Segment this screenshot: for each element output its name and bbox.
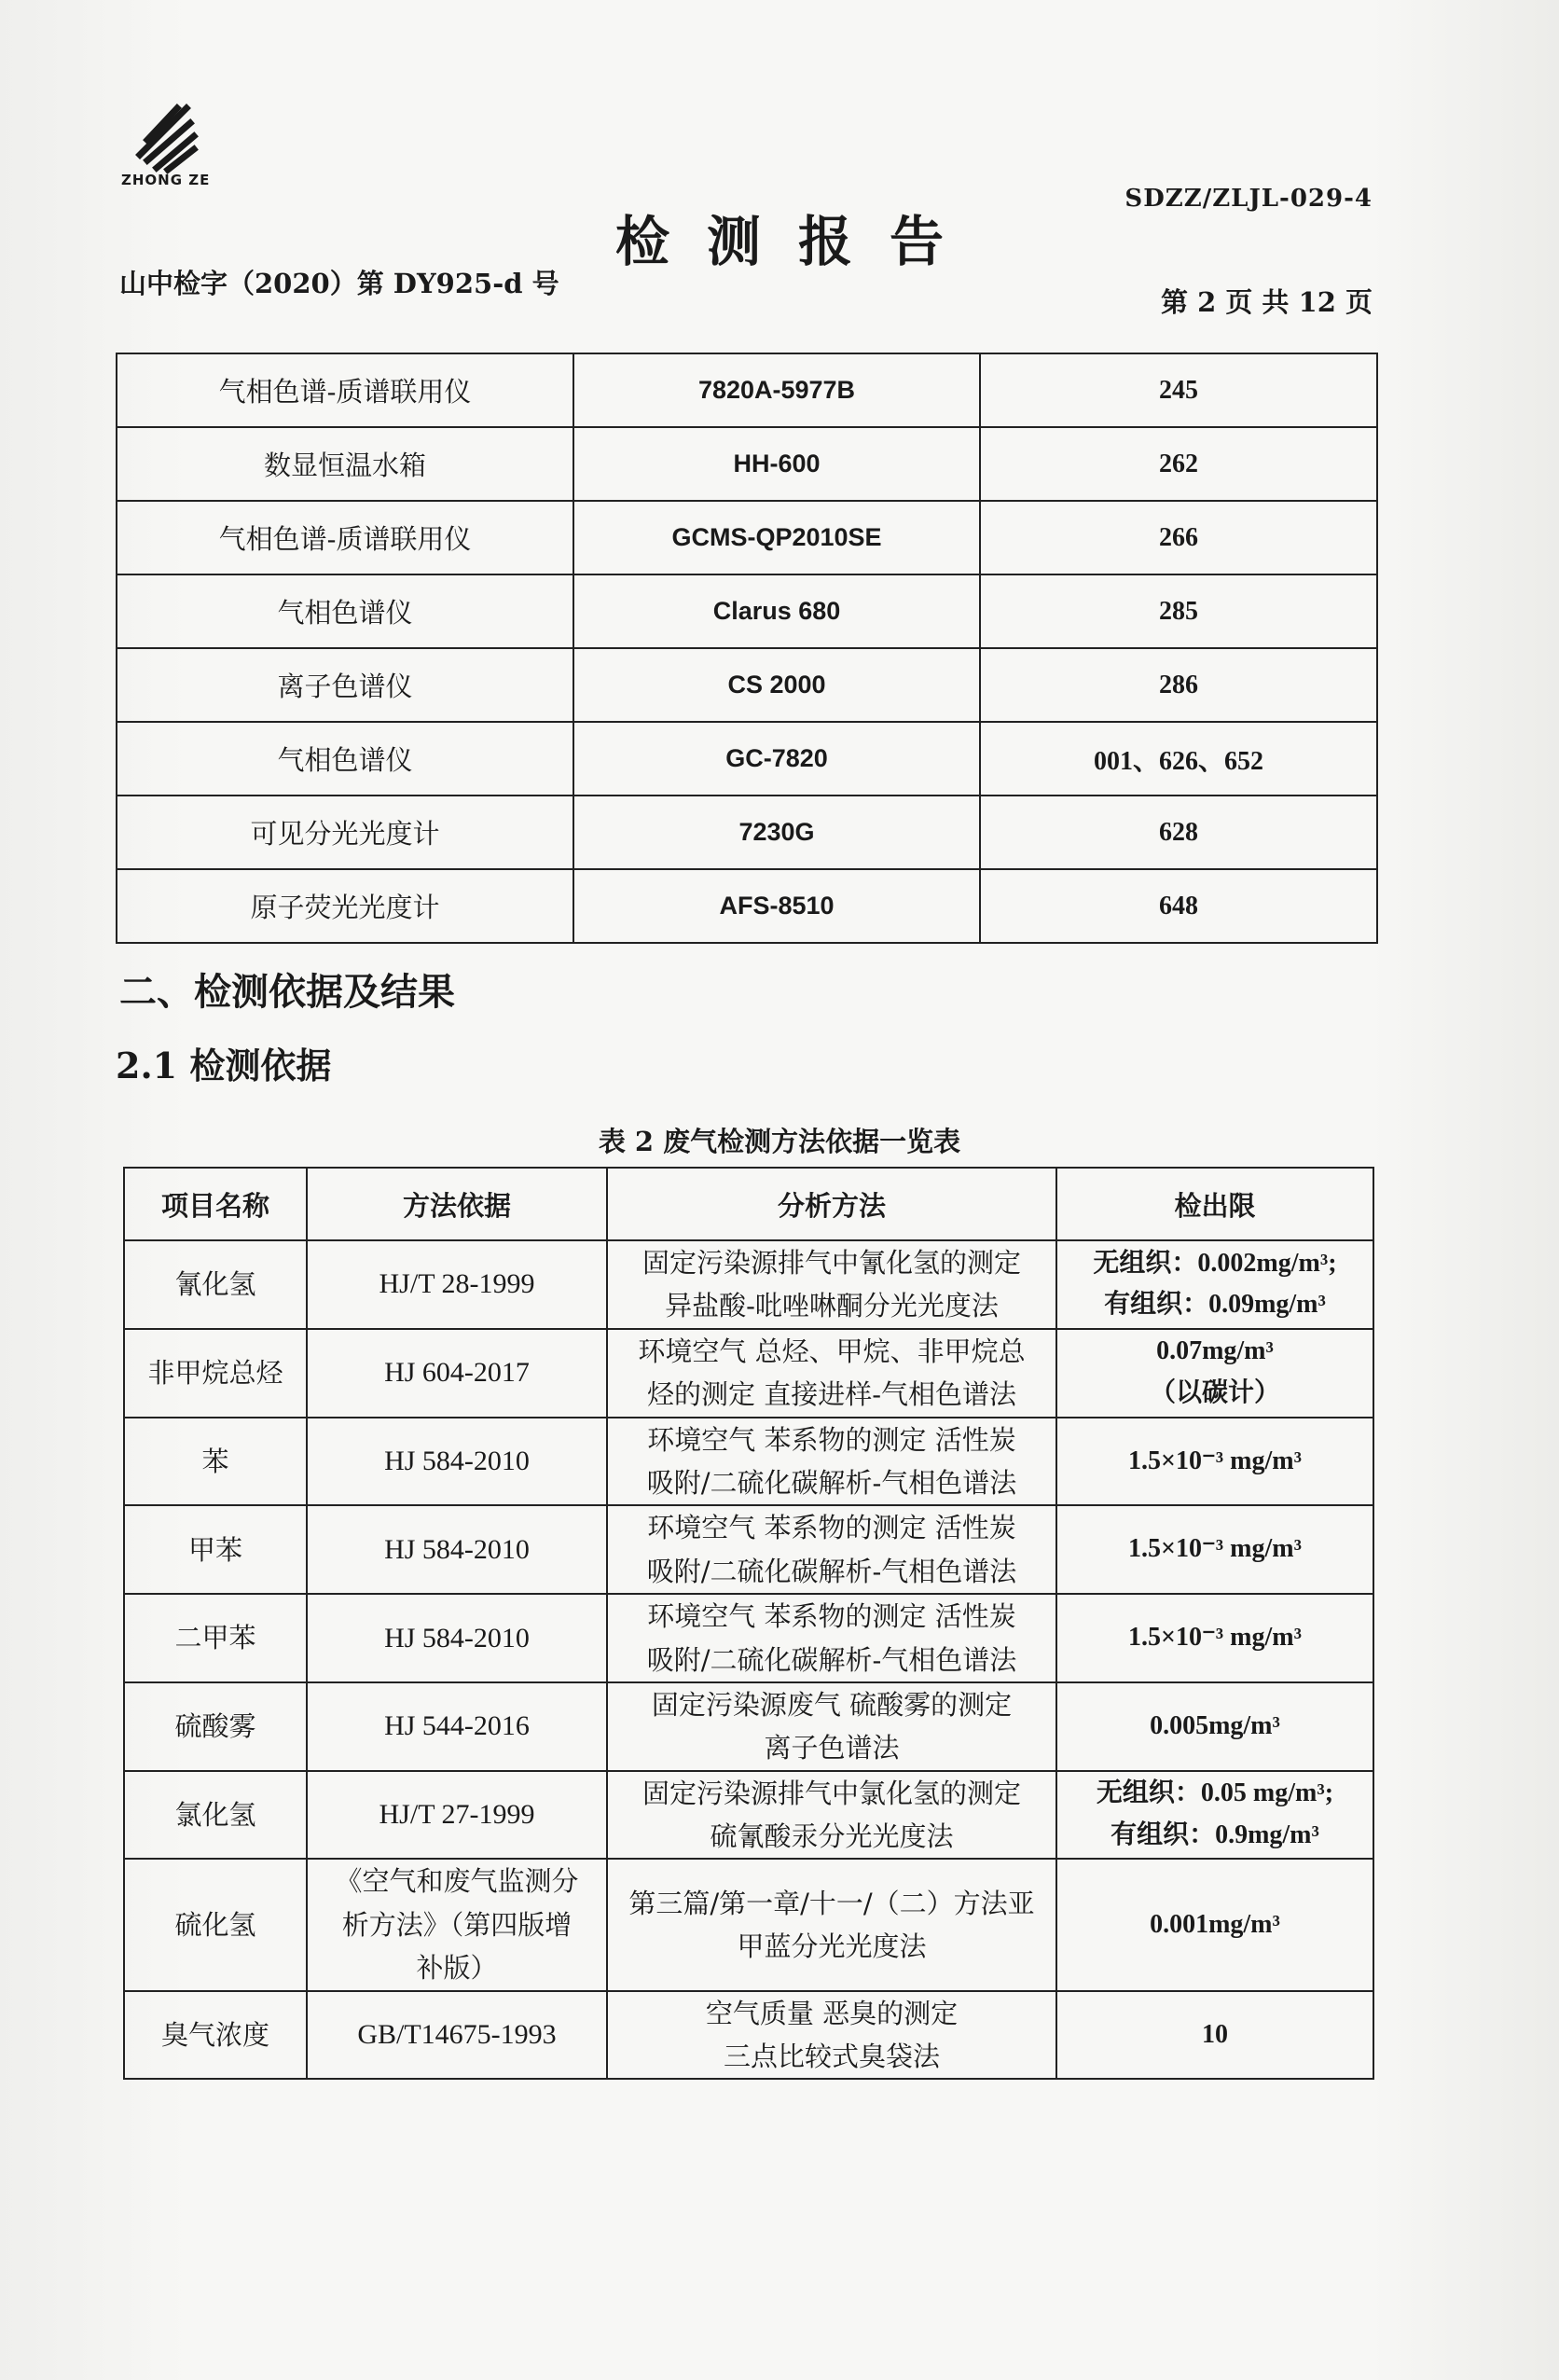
method-line: 环境空气 总烃、甲烷、非甲烷总 [638, 1335, 1026, 1367]
limit-line: 0.005mg/m³ [1150, 1710, 1280, 1740]
detection-limit [1056, 1240, 1373, 1329]
instrument-name: 离子色谱仪 [117, 648, 573, 722]
table-row [117, 574, 1377, 648]
method-line: 吸附/二硫化碳解析-气相色谱法 [646, 1555, 1017, 1587]
table-row [117, 869, 1377, 943]
table-row [124, 1991, 1373, 2080]
method-table [123, 1167, 1374, 2080]
table-row [117, 722, 1377, 796]
instrument-number: 262 [980, 427, 1377, 501]
standard-line: 补版） [416, 1952, 498, 1985]
table-row [124, 1418, 1373, 1506]
method-line: 离子色谱法 [764, 1732, 900, 1764]
instrument-number: 285 [980, 574, 1377, 648]
method-line: 固定污染源废气 硫酸雾的测定 [651, 1688, 1013, 1721]
report-number: 山中检字（2020）第 DY925-d 号 [119, 268, 559, 299]
section-heading: 二、检测依据及结果 [119, 970, 455, 1014]
header-standard: 方法依据 [307, 1168, 607, 1240]
table-header-row [124, 1168, 1373, 1240]
table-row [117, 501, 1377, 574]
method-line: 空气质量 恶臭的测定 [705, 1997, 959, 2029]
method-line: 吸附/二硫化碳解析-气相色谱法 [646, 1466, 1017, 1499]
instrument-model: CS 2000 [573, 648, 980, 722]
detection-limit [1056, 1859, 1373, 1990]
table-row [117, 796, 1377, 869]
table-row [117, 648, 1377, 722]
method-standard [307, 1859, 607, 1990]
analysis-method [607, 1771, 1056, 1860]
method-line: 环境空气 苯系物的测定 活性炭 [647, 1600, 1016, 1633]
method-line: 异盐酸-吡唑啉酮分光光度法 [665, 1290, 999, 1322]
table-row [124, 1594, 1373, 1682]
logo-text: ZHONG ZE [121, 172, 211, 188]
table-row [117, 427, 1377, 501]
item-name: 氰化氢 [124, 1240, 307, 1329]
document-code: SDZZ/ZLJL-029-4 [1124, 185, 1373, 213]
table-row [124, 1240, 1373, 1329]
table-row [124, 1682, 1373, 1771]
method-line: 硫氰酸汞分光光度法 [710, 1820, 954, 1853]
method-line: 甲蓝分光光度法 [737, 1930, 927, 1963]
instrument-name: 气相色谱仪 [117, 722, 573, 796]
limit-line: 0.07mg/m³ [1156, 1336, 1274, 1366]
method-line: 固定污染源排气中氯化氢的测定 [642, 1777, 1021, 1809]
detection-limit [1056, 1505, 1373, 1594]
instrument-number: 266 [980, 501, 1377, 574]
instrument-model: HH-600 [573, 427, 980, 501]
limit-line: 10 [1202, 2019, 1228, 2049]
limit-line: 1.5×10⁻³ mg/m³ [1128, 1534, 1302, 1564]
item-name: 臭气浓度 [124, 1991, 307, 2080]
table-row [124, 1329, 1373, 1418]
instrument-number: 648 [980, 869, 1377, 943]
method-standard: HJ 584-2010 [307, 1418, 607, 1506]
detection-limit [1056, 1682, 1373, 1771]
analysis-method [607, 1682, 1056, 1771]
table-row [117, 353, 1377, 427]
standard-line: 析方法》（第四版增 [341, 1908, 573, 1941]
analysis-method [607, 1991, 1056, 2080]
instrument-model: GC-7820 [573, 722, 980, 796]
instrument-name: 原子荧光光度计 [117, 869, 573, 943]
item-name: 氯化氢 [124, 1771, 307, 1860]
instrument-name: 可见分光光度计 [117, 796, 573, 869]
item-name: 二甲苯 [124, 1594, 307, 1682]
method-line: 三点比较式臭袋法 [723, 2041, 940, 2073]
analysis-method [607, 1505, 1056, 1594]
instrument-table [116, 353, 1378, 944]
instrument-name: 气相色谱-质谱联用仪 [117, 353, 573, 427]
limit-line: 0.001mg/m³ [1150, 1909, 1280, 1939]
limit-line: 有组织：0.09mg/m³ [1104, 1290, 1326, 1320]
table-row [124, 1771, 1373, 1860]
method-line: 烃的测定 直接进样-气相色谱法 [646, 1378, 1017, 1411]
instrument-model: 7230G [573, 796, 980, 869]
limit-line: （以碳计） [1149, 1378, 1280, 1408]
instrument-name: 气相色谱仪 [117, 574, 573, 648]
header-limit: 检出限 [1056, 1168, 1373, 1240]
table-row [124, 1859, 1373, 1990]
method-line: 固定污染源排气中氰化氢的测定 [642, 1247, 1021, 1279]
detection-limit [1056, 1418, 1373, 1506]
limit-line: 无组织：0.05 mg/m³; [1096, 1778, 1334, 1808]
item-name: 甲苯 [124, 1505, 307, 1594]
header-method: 分析方法 [607, 1168, 1056, 1240]
method-standard: HJ 584-2010 [307, 1594, 607, 1682]
instrument-model: GCMS-QP2010SE [573, 501, 980, 574]
method-standard: HJ 604-2017 [307, 1329, 607, 1418]
method-standard: HJ/T 28-1999 [307, 1240, 607, 1329]
instrument-number: 001、626、652 [980, 722, 1377, 796]
analysis-method [607, 1418, 1056, 1506]
instrument-model: 7820A-5977B [573, 353, 980, 427]
analysis-method [607, 1329, 1056, 1418]
method-line: 环境空气 苯系物的测定 活性炭 [647, 1423, 1016, 1456]
item-name: 硫酸雾 [124, 1682, 307, 1771]
analysis-method [607, 1859, 1056, 1990]
method-standard: HJ/T 27-1999 [307, 1771, 607, 1860]
instrument-model: Clarus 680 [573, 574, 980, 648]
item-name: 硫化氢 [124, 1859, 307, 1990]
instrument-name: 气相色谱-质谱联用仪 [117, 501, 573, 574]
header-item: 项目名称 [124, 1168, 307, 1240]
table-caption: 表 2 废气检测方法依据一览表 [598, 1126, 961, 1157]
method-line: 第三篇/第一章/十一/（二）方法亚 [628, 1887, 1035, 1919]
detection-limit [1056, 1771, 1373, 1860]
analysis-method [607, 1594, 1056, 1682]
analysis-method [607, 1240, 1056, 1329]
instrument-number: 628 [980, 796, 1377, 869]
instrument-number: 286 [980, 648, 1377, 722]
method-line: 环境空气 苯系物的测定 活性炭 [647, 1512, 1016, 1544]
instrument-model: AFS-8510 [573, 869, 980, 943]
page-number: 第 2 页 共 12 页 [1160, 286, 1373, 318]
subsection-heading: 2.1 检测依据 [116, 1045, 332, 1086]
instrument-name: 数显恒温水箱 [117, 427, 573, 501]
instrument-number: 245 [980, 353, 1377, 427]
method-standard: HJ 544-2016 [307, 1682, 607, 1771]
method-standard: HJ 584-2010 [307, 1505, 607, 1594]
limit-line: 1.5×10⁻³ mg/m³ [1128, 1446, 1302, 1475]
table-row [124, 1505, 1373, 1594]
item-name: 苯 [124, 1418, 307, 1506]
standard-line: 《空气和废气监测分 [335, 1865, 579, 1898]
limit-line: 有组织：0.9mg/m³ [1111, 1820, 1319, 1850]
detection-limit [1056, 1594, 1373, 1682]
item-name: 非甲烷总烃 [124, 1329, 307, 1418]
limit-line: 无组织：0.002mg/m³; [1093, 1248, 1337, 1278]
limit-line: 1.5×10⁻³ mg/m³ [1128, 1623, 1302, 1653]
report-title: 检测报告 [614, 210, 981, 273]
detection-limit [1056, 1329, 1373, 1418]
method-line: 吸附/二硫化碳解析-气相色谱法 [646, 1643, 1017, 1676]
detection-limit [1056, 1991, 1373, 2080]
method-standard: GB/T14675-1993 [307, 1991, 607, 2080]
